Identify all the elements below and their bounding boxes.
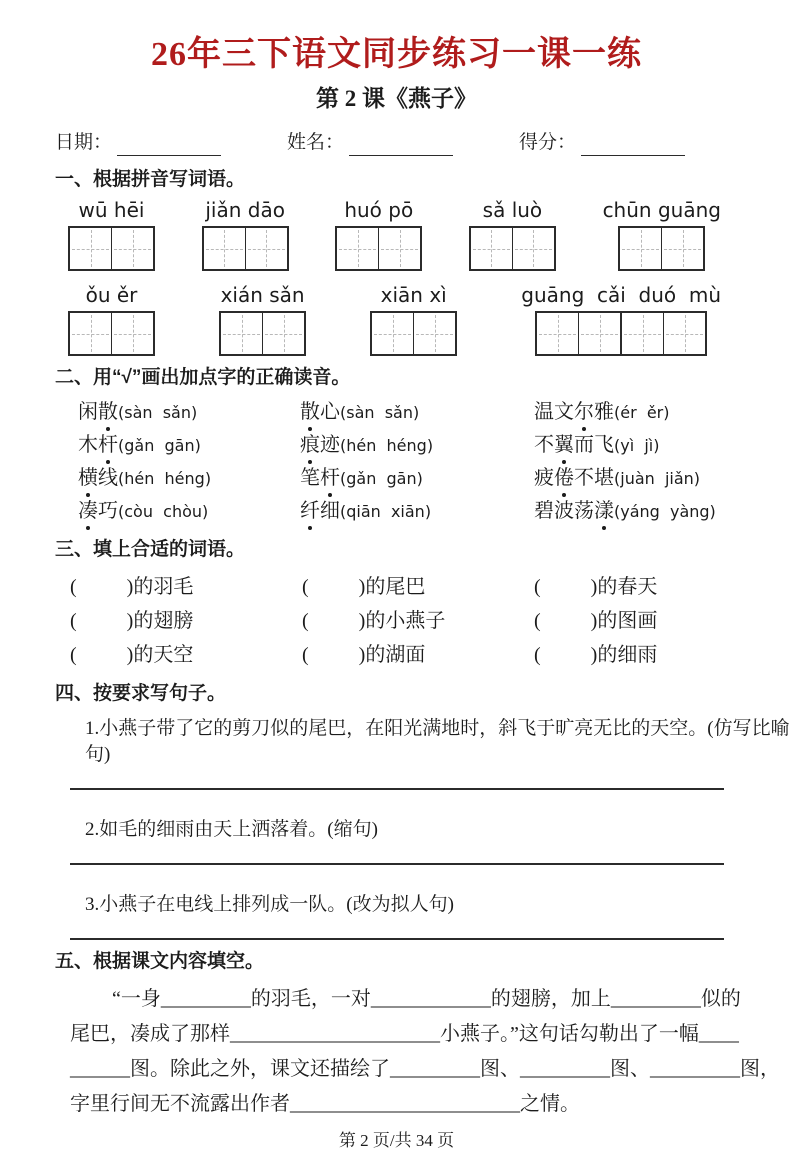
word-part: 木	[78, 434, 98, 456]
pinyin-options: (còu chòu)	[118, 502, 209, 521]
pinyin-word-label: xiān xì	[380, 283, 447, 307]
phrase-item: ( )的翅膀	[70, 610, 194, 632]
writing-grid-box	[620, 311, 707, 356]
pinyin-word-label: jiǎn dāo	[205, 198, 285, 222]
pinyin-options: (sàn sǎn)	[118, 403, 198, 422]
sentence-question: 1.小燕子带了它的剪刀似的尾巴，在阳光满地时，斜飞于旷亮无比的天空。(仿写比喻句)	[85, 718, 790, 765]
phrase-item: ( )的小燕子	[302, 610, 446, 632]
cloze-line: 字里行间无不流露出作者_______________________之情。	[70, 1093, 580, 1115]
reading-word	[78, 401, 118, 423]
word-part: 线	[98, 467, 118, 489]
reading-word	[300, 401, 340, 423]
answer-line	[70, 788, 724, 790]
word-part: 闲	[78, 401, 98, 423]
phrase-item: ( )的尾巴	[302, 576, 426, 598]
writing-grid	[335, 226, 422, 271]
pinyin-word	[370, 283, 457, 356]
lesson-subtitle: 第 2 课《燕子》	[316, 86, 477, 111]
info-row	[55, 130, 793, 156]
reading-word	[534, 500, 614, 522]
writing-grid	[68, 311, 155, 356]
grid-cell	[512, 228, 554, 269]
grid-cell	[372, 313, 413, 354]
grid-cell	[413, 313, 455, 354]
word-part: 心	[320, 401, 340, 423]
reading-item	[534, 462, 793, 495]
dotted-char: 散	[300, 396, 320, 428]
writing-grid-box	[535, 311, 622, 356]
pinyin-word	[68, 198, 155, 271]
answer-line	[70, 938, 724, 940]
reading-word	[534, 401, 614, 423]
cloze-section	[70, 982, 780, 1122]
reading-item	[534, 429, 793, 462]
section-heading-sentences: 四、按要求写句子。	[55, 683, 227, 704]
writing-grid	[202, 226, 289, 271]
dotted-char: 纤	[300, 495, 320, 527]
pinyin-word-label: ǒu ěr	[85, 283, 138, 307]
pinyin-word-label: sǎ luò	[482, 198, 543, 222]
reading-item	[78, 396, 300, 429]
grid-cell	[622, 313, 663, 354]
sentences-section	[0, 716, 793, 940]
phrase-item: ( )的羽毛	[70, 576, 194, 598]
phrase-item: ( )的天空	[70, 644, 194, 666]
pinyin-word	[202, 198, 289, 271]
dotted-char: 散	[98, 396, 118, 428]
writing-grid	[219, 311, 306, 356]
pinyin-options: (hén héng)	[340, 436, 434, 455]
grid-cell	[70, 313, 111, 354]
info-blank-line	[581, 135, 685, 156]
phrase-item: ( )的春天	[534, 576, 658, 598]
reading-word	[300, 434, 340, 456]
word-part: 巧	[98, 500, 118, 522]
writing-grid	[68, 226, 155, 271]
pinyin-word	[335, 198, 422, 271]
pinyin-word	[68, 283, 155, 356]
worksheet-title: 26年三下语文同步练习一课一练	[151, 36, 642, 73]
reading-word	[78, 434, 118, 456]
phrase-item: ( )的图画	[534, 610, 658, 632]
grid-cell	[337, 228, 378, 269]
writing-grid	[370, 311, 457, 356]
sentence-question: 3.小燕子在电线上排列成一队。(改为拟人句)	[85, 894, 454, 915]
grid-cell	[471, 228, 512, 269]
pinyin-word-label: wū hēi	[78, 198, 145, 222]
word-part: 疲	[534, 467, 554, 489]
word-part: 碧波荡	[534, 500, 594, 522]
cloze-line: ______图。除此之外，课文还描绘了_________图、_________图、_________图，	[70, 1058, 780, 1080]
reading-item	[300, 462, 534, 495]
grid-cell	[221, 313, 262, 354]
pinyin-options: (hén héng)	[118, 469, 212, 488]
grid-cell	[661, 228, 703, 269]
dotted-char: 杆	[320, 462, 340, 494]
writing-grid-box	[68, 226, 155, 271]
info-field	[287, 130, 519, 156]
cloze-line: 尾巴，凑成了那样_____________________小燕子。”这句话勾勒出了一幅____	[70, 1023, 739, 1045]
reading-item	[78, 495, 300, 528]
pinyin-options: (yáng yàng)	[614, 502, 716, 521]
grid-cell	[378, 228, 420, 269]
pinyin-row	[0, 198, 793, 271]
reading-word	[78, 500, 118, 522]
dotted-char: 凑	[78, 495, 98, 527]
info-label: 日期：	[55, 132, 113, 153]
info-label: 得分：	[519, 132, 577, 153]
writing-grid-box	[370, 311, 457, 356]
reading-item	[78, 429, 300, 462]
pinyin-word	[469, 198, 556, 271]
pinyin-word	[521, 283, 721, 356]
pinyin-section	[0, 198, 793, 356]
writing-grid-box	[469, 226, 556, 271]
reading-word	[300, 500, 340, 522]
grid-cell	[537, 313, 578, 354]
info-blank-line	[349, 135, 453, 156]
writing-grid-box	[68, 311, 155, 356]
writing-grid-box	[202, 226, 289, 271]
writing-grid	[469, 226, 556, 271]
pinyin-word-label: guāng cǎi duó mù	[521, 283, 721, 307]
reading-item	[300, 396, 534, 429]
info-label: 姓名：	[287, 132, 345, 153]
reading-word	[78, 467, 118, 489]
section-heading-cloze: 五、根据课文内容填空。	[55, 951, 265, 972]
page-footer: 第 2 页/共 34 页	[338, 1131, 455, 1150]
dotted-char: 痕	[300, 429, 320, 461]
pinyin-options: (yì jì)	[614, 436, 660, 455]
word-part: 不堪	[574, 467, 614, 489]
word-part: 而飞	[574, 434, 614, 456]
reading-item	[78, 462, 300, 495]
writing-grid	[535, 311, 707, 356]
answer-line	[70, 863, 724, 865]
pinyin-word	[219, 283, 306, 356]
pinyin-word-label: xián sǎn	[220, 283, 305, 307]
grid-cell	[111, 313, 153, 354]
grid-cell	[111, 228, 153, 269]
grid-cell	[245, 228, 287, 269]
dotted-char: 倦	[554, 462, 574, 494]
section-heading-reading: 二、用“√”画出加点字的正确读音。	[55, 367, 351, 388]
pinyin-options: (qiān xiān)	[340, 502, 432, 521]
pinyin-options: (sàn sǎn)	[340, 403, 420, 422]
reading-section	[0, 396, 793, 528]
section-heading-phrases: 三、填上合适的词语。	[55, 539, 246, 560]
reading-item	[534, 495, 793, 528]
pinyin-options: (juàn jiǎn)	[614, 469, 701, 488]
writing-grid-box	[335, 226, 422, 271]
writing-grid-box	[219, 311, 306, 356]
grid-cell	[204, 228, 245, 269]
reading-item	[300, 429, 534, 462]
info-field	[55, 130, 287, 156]
grid-cell	[262, 313, 304, 354]
info-field	[519, 130, 751, 156]
writing-grid-box	[618, 226, 705, 271]
info-blank-line	[117, 135, 221, 156]
pinyin-row	[0, 283, 793, 356]
grid-cell	[620, 228, 661, 269]
section-heading-pinyin: 一、根据拼音写词语。	[55, 169, 246, 190]
phrases-section	[0, 570, 793, 672]
reading-word	[534, 467, 614, 489]
reading-word	[300, 467, 340, 489]
word-part: 温文	[534, 401, 574, 423]
word-part: 迹	[320, 434, 340, 456]
reading-item	[300, 495, 534, 528]
pinyin-options: (ér ěr)	[614, 403, 670, 422]
word-part: 细	[320, 500, 340, 522]
word-part: 笔	[300, 467, 320, 489]
word-part: 雅	[594, 401, 614, 423]
sentence-question: 2.如毛的细雨由天上洒落着。(缩句)	[85, 819, 378, 840]
reading-item	[534, 396, 793, 429]
phrase-item: ( )的细雨	[534, 644, 658, 666]
grid-cell	[663, 313, 705, 354]
dotted-char: 杆	[98, 429, 118, 461]
phrase-item: ( )的湖面	[302, 644, 426, 666]
pinyin-word-label: huó pō	[344, 198, 414, 222]
dotted-char: 尔	[574, 396, 594, 428]
dotted-char: 翼	[554, 429, 574, 461]
pinyin-word-label: chūn guāng	[602, 198, 721, 222]
pinyin-options: (gǎn gān)	[340, 469, 423, 488]
word-part: 不	[534, 434, 554, 456]
grid-cell	[578, 313, 620, 354]
pinyin-options: (gǎn gān)	[118, 436, 201, 455]
dotted-char: 横	[78, 462, 98, 494]
dotted-char: 漾	[594, 495, 614, 527]
pinyin-word	[603, 198, 721, 271]
writing-grid	[618, 226, 705, 271]
reading-word	[534, 434, 614, 456]
cloze-line: “一身_________的羽毛，一对____________的翅膀，加上_________似的	[112, 988, 741, 1010]
grid-cell	[70, 228, 111, 269]
